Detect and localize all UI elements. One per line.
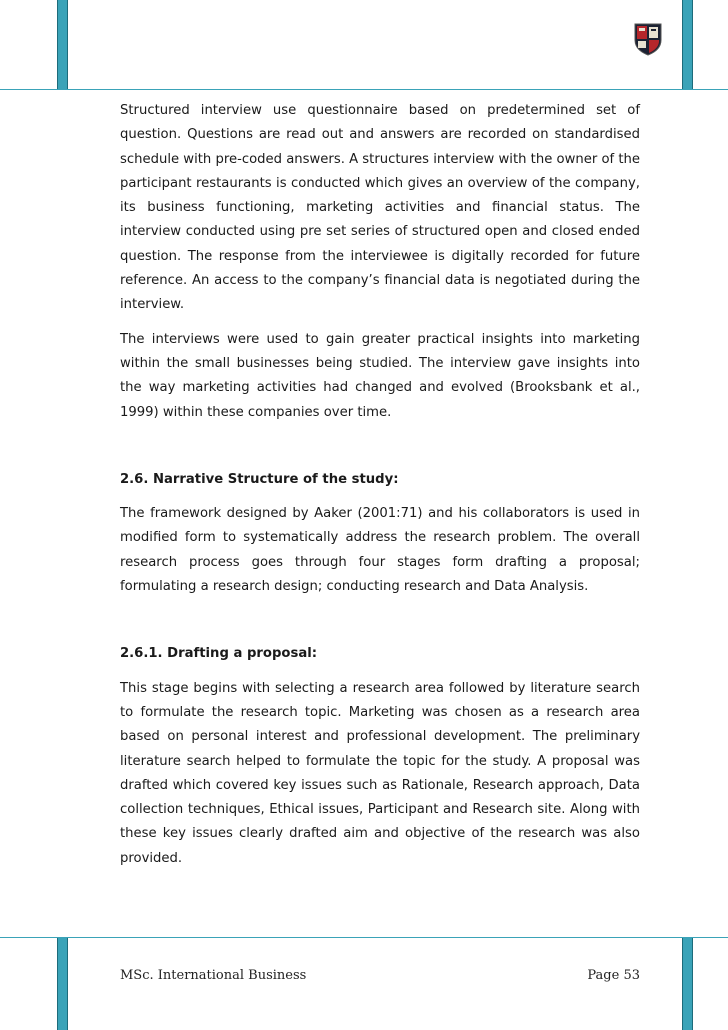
body-paragraph: The framework designed by Aaker (2001:71) and his collaborators is used in modified form to systematically address the research problem. The overall research process goes through four stages form drafting a proposal; formulating a research design; conducting research and Data Analysis. — [120, 506, 640, 595]
document-body — [120, 99, 640, 881]
body-paragraph: This stage begins with selecting a research area followed by literature search to formulate the research topic. Marketing was chosen as a research area based on personal interest and professional development. The preliminary literature search helped to formulate the topic for the study. A proposal was drafted which covered key issues such as Rationale, Research approach, Data collection techniques, Ethical issues, Participant and Research site. Along with these key issues clearly drafted aim and objective of the research was also provided. — [120, 680, 640, 866]
decorative-bar-bottom-left — [57, 938, 68, 1030]
subsection-heading: 2.6.1. Drafting a proposal: — [120, 646, 318, 662]
body-paragraph: Structured interview use questionnaire based on predetermined set of question. Questions are read out and answers are recorded on standardised schedule with pre-coded answers. A structures interview with the owner of the participant restaurants is conducted which gives an overview of the company, its business functioning, marketing activities and financial status. The interview conducted using pre set series of structured open and closed ended question. The response from the interviewee is digitally recorded for future reference. An access to the company’s financial data is negotiated during the interview. — [120, 103, 640, 313]
university-crest-icon — [633, 22, 663, 56]
footer-course-name: MSc. International Business — [120, 968, 307, 983]
page-number: Page 53 — [587, 968, 640, 983]
decorative-bar-top-right — [682, 0, 693, 90]
decorative-bar-top-left — [57, 0, 68, 90]
body-paragraph: The interviews were used to gain greater practical insights into marketing within the small businesses being studied. The interview gave insights into the way marketing activities had changed and evolved (Brooksbank et al., 1999) within these companies over time. — [120, 331, 640, 420]
header-rule — [0, 89, 728, 90]
footer-rule — [0, 937, 728, 938]
section-heading: 2.6. Narrative Structure of the study: — [120, 471, 399, 487]
decorative-bar-bottom-right — [682, 938, 693, 1030]
